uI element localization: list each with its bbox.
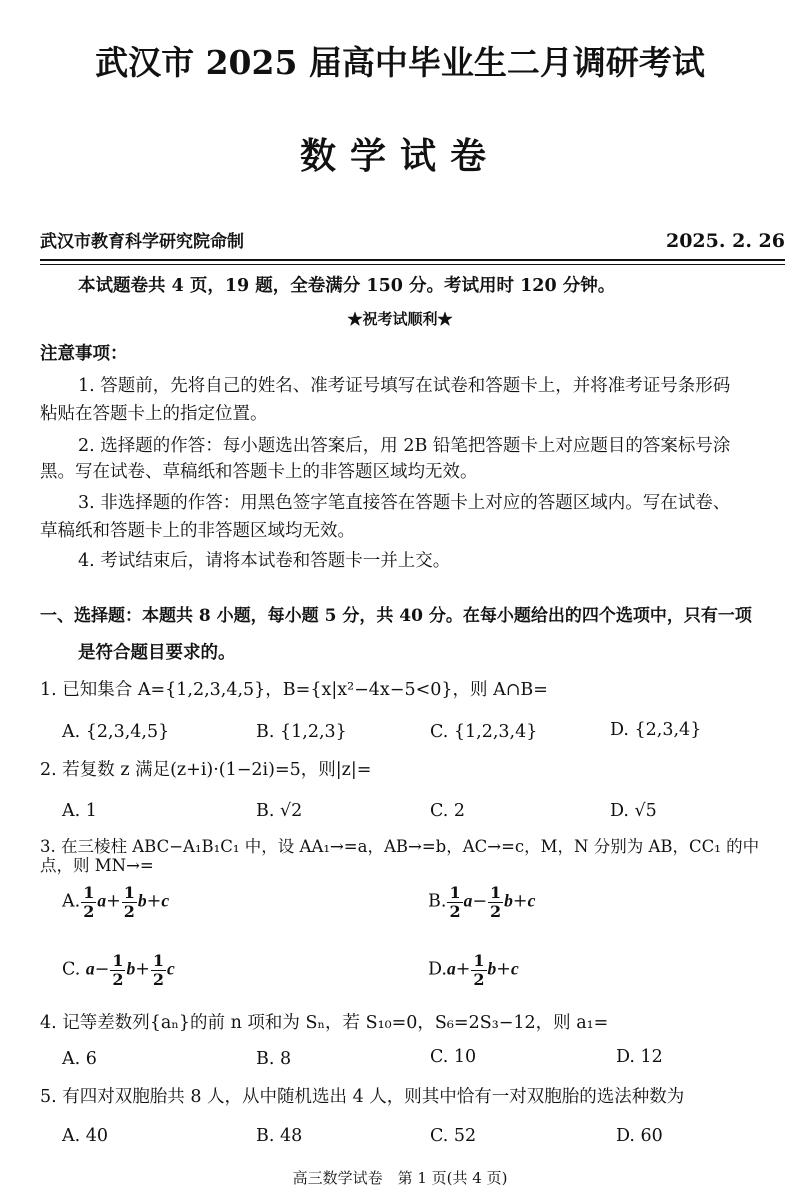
option: D. 60: [616, 1126, 663, 1146]
option: C. {1,2,3,4}: [430, 722, 538, 742]
header-rule: [40, 259, 785, 261]
option: B. {1,2,3}: [256, 722, 347, 742]
fraction: $\frac{1}{2}$: [112, 951, 124, 989]
fraction: $\frac{1}{2}$: [83, 883, 95, 921]
section-heading: 一、选择题：本题共 8 小题，每小题 5 分，共 40 分。在每小题给出的四个选项中，只有一项: [40, 606, 752, 626]
notice-heading: 注意事项：: [40, 344, 128, 364]
option-3c: C. a− $\frac{1}{2}$ b+ $\frac{1}{2}$ c: [62, 951, 175, 989]
fraction: $\frac{1}{2}$: [152, 951, 165, 989]
option: D. 12: [616, 1047, 663, 1067]
fraction: $\frac{1}{2}$: [449, 883, 461, 921]
issuer: 武汉市教育科学研究院命制: [40, 232, 244, 252]
question-3: 3. 在三棱柱 ABC−A₁B₁C₁ 中，设 AA₁→=a，AB→=b，AC→=c，M，N 分别为 AB，CC₁ 的中点，则 MN→=: [40, 837, 760, 875]
option: B. 8: [256, 1049, 292, 1069]
option-3d: D.a+ $\frac{1}{2}$ b+c: [428, 951, 519, 989]
page-footer: 高三数学试卷 第 1 页(共 4 页): [292, 1169, 508, 1187]
notice-line: 黑。写在试卷、草稿纸和答题卡上的非答题区域均无效。: [40, 462, 478, 482]
option: D. √5: [610, 801, 657, 821]
exam-date: 2025. 2. 26: [665, 230, 785, 252]
option: A. 1: [62, 801, 97, 821]
option: A. 6: [62, 1049, 97, 1069]
option: A. {2,3,4,5}: [62, 722, 170, 742]
exam-subtitle: 数学试卷: [299, 135, 500, 177]
option: D. {2,3,4}: [610, 720, 702, 740]
exam-summary: 本试题卷共 4 页，19 题，全卷满分 150 分。考试用时 120 分钟。: [78, 276, 616, 296]
option-3b: B. $\frac{1}{2}$ a− $\frac{1}{2}$ b+c: [428, 883, 536, 921]
option: B. √2: [256, 801, 303, 821]
fraction: $\frac{1}{2}$: [123, 883, 135, 921]
question-2: 2. 若复数 z 满足(z+i)·(1−2i)=5，则|z|=: [40, 760, 372, 780]
option: B. 48: [256, 1126, 303, 1146]
notice-line: 2. 选择题的作答：每小题选出答案后，用 2B 铅笔把答题卡上对应题目的答案标号涂: [78, 436, 731, 456]
fraction: $\frac{1}{2}$: [473, 951, 485, 989]
question-5: 5. 有四对双胞胎共 8 人，从中随机选出 4 人，则其中恰有一对双胞胎的选法种数为: [40, 1087, 685, 1107]
good-luck: ★祝考试顺利★: [347, 310, 453, 328]
notice-line: 1. 答题前，先将自己的姓名、准考证号填写在试卷和答题卡上，并将准考证号条形码: [78, 376, 731, 396]
notice-line: 3. 非选择题的作答：用黑色签字笔直接答在答题卡上对应的答题区域内。写在试卷、: [78, 493, 731, 513]
notice-line: 草稿纸和答题卡上的非答题区域均无效。: [40, 521, 355, 541]
option-label: A.: [62, 891, 81, 912]
exam-title: 武汉市 2025 届高中毕业生二月调研考试: [95, 43, 705, 82]
section-heading-cont: 是符合题目要求的。: [78, 643, 236, 663]
question-4: 4. 记等差数列{aₙ}的前 n 项和为 Sₙ，若 S₁₀=0，S₆=2S₃−12，则 a₁=: [40, 1013, 609, 1033]
question-1: 1. 已知集合 A={1,2,3,4,5}，B={x|x²−4x−5<0}，则 A∩B=: [40, 680, 548, 700]
notice-line: 4. 考试结束后，请将本试卷和答题卡一并上交。: [78, 551, 451, 571]
option: A. 40: [62, 1126, 109, 1146]
option: C. 10: [430, 1047, 477, 1067]
header-rule-thin: [40, 264, 785, 265]
option: C. 52: [430, 1126, 477, 1146]
option: C. 2: [430, 801, 466, 821]
fraction: $\frac{1}{2}$: [490, 883, 502, 921]
option-3a: A. $\frac{1}{2}$ a+ $\frac{1}{2}$ b+c: [62, 883, 170, 921]
notice-line: 粘贴在答题卡上的指定位置。: [40, 404, 268, 424]
